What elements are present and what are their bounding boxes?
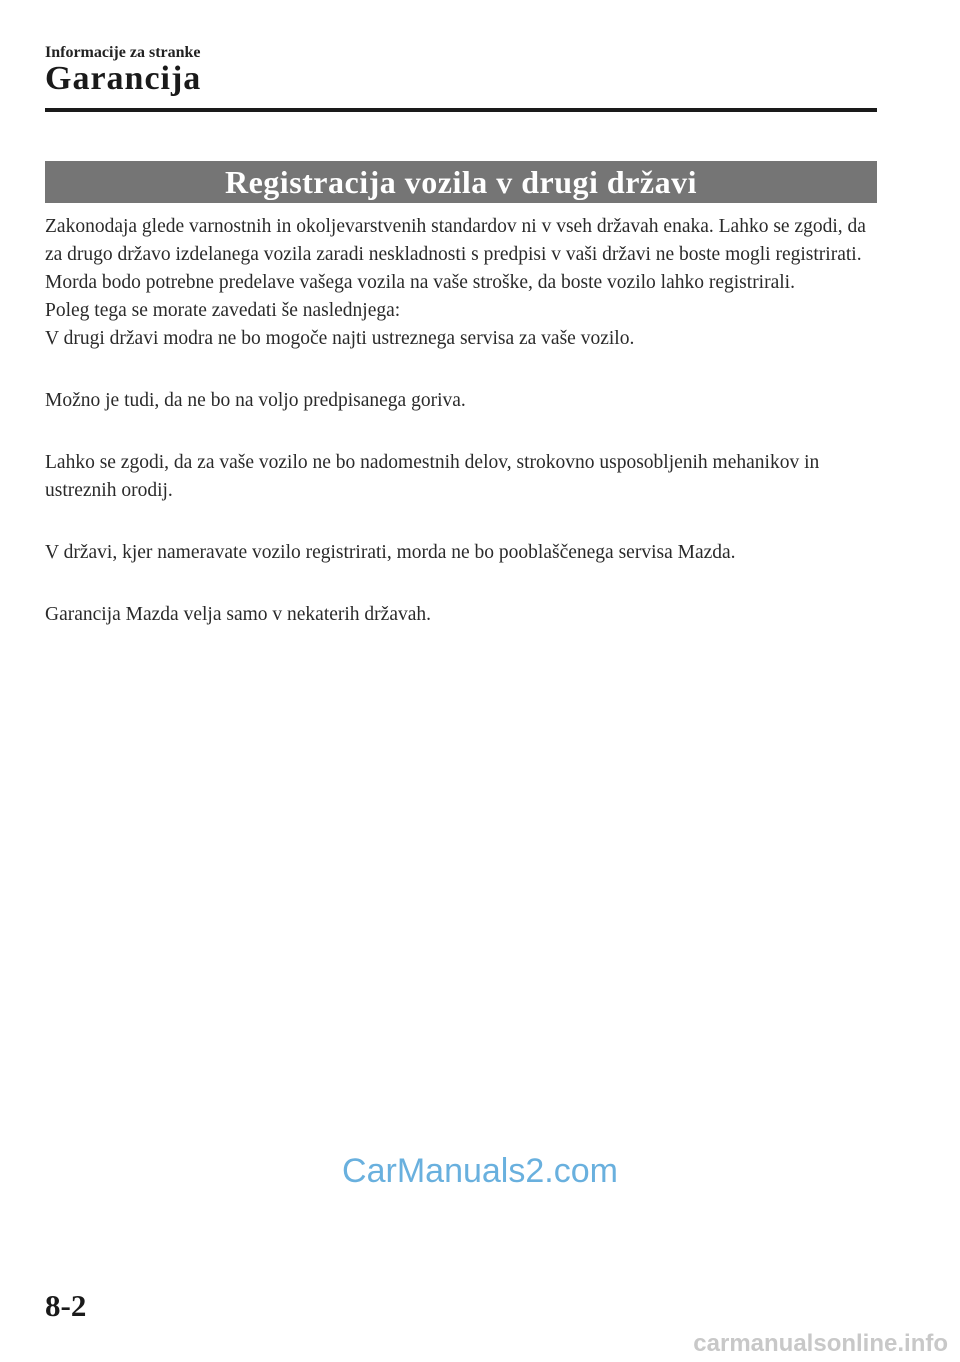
list-item: Možno je tudi, da ne bo na voljo predpisanega goriva. — [45, 390, 466, 411]
section-heading: Registracija vozila v drugi državi — [224, 163, 698, 200]
page-number: 8-2 — [45, 1288, 87, 1323]
lead-paragraph: Poleg tega se morate zavedati še naslednjega: — [45, 300, 401, 321]
page-title: Garancija — [45, 60, 202, 97]
breadcrumb: Informacije za stranke — [45, 44, 201, 61]
list-item: Lahko se zgodi, da za vaše vozilo ne bo nadomestnih delov, strokovno usposobljenih mehanikov in ustreznih orodij. — [45, 452, 820, 501]
watermark-logo: CarManuals2.com — [342, 1152, 618, 1190]
watermark-footer: carmanualsonline.info — [693, 1330, 948, 1357]
list-item: V drugi državi modra ne bo mogoče najti ustreznega servisa za vaše vozilo. — [45, 328, 635, 349]
list-item: V državi, kjer nameravate vozilo registrirati, morda ne bo pooblaščenega servisa Mazda. — [45, 542, 736, 563]
title-divider — [45, 108, 877, 112]
section-banner — [45, 161, 877, 203]
intro-paragraph: Zakonodaja glede varnostnih in okoljevarstvenih standardov ni v vseh državah enaka. Lahko se zgodi, da za drugo državo izdelanega vozila zaradi neskladnosti s predpisi v vaši državi ne boste mogli registrirati. Morda bodo potrebne predelave vašega vozila na vaše stroške, da boste vozilo lahko registrirali. — [45, 216, 866, 293]
section-content — [45, 213, 880, 629]
list-item: Garancija Mazda velja samo v nekaterih državah. — [45, 604, 432, 625]
